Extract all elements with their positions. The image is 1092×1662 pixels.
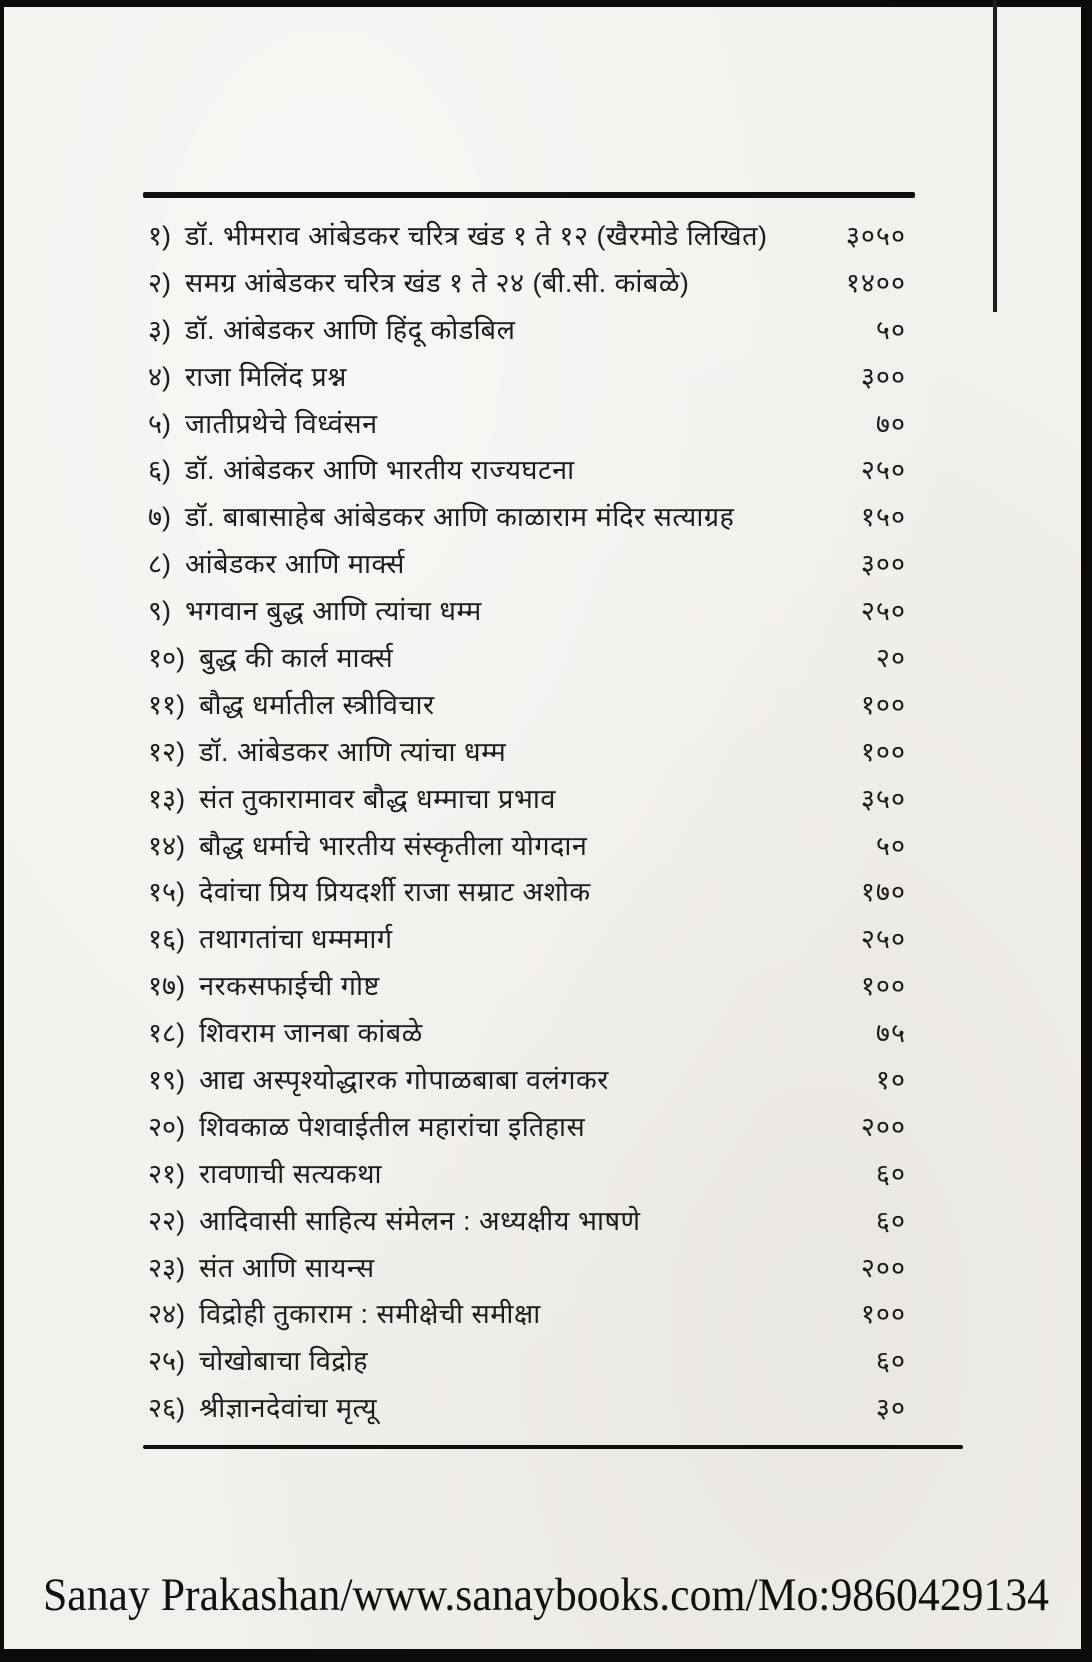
book-price: ३०० [860,361,906,392]
item-number: ८) [148,549,172,580]
book-title: राजा मिलिंद प्रश्न [185,361,347,392]
item-number: १२) [148,736,186,767]
book-title: श्रीज्ञानदेवांचा मृत्यू [199,1393,378,1424]
item-number: २४) [148,1299,186,1330]
book-price: १४०० [845,267,906,298]
book-price: ३०५० [845,220,906,251]
scan-edge-top [0,0,1092,7]
book-title: आंबेडकर आणि मार्क्स [185,549,405,580]
book-price: ६० [875,1158,906,1189]
item-number: ५) [148,408,172,439]
book-list-row [148,1291,906,1338]
book-title: डॉ. भीमराव आंबेडकर चरित्र खंड १ ते १२ (खैरमोडे लिखित) [185,220,768,251]
item-number: १६) [148,924,186,955]
book-price: १० [875,1064,906,1095]
book-price: ३० [875,1393,906,1424]
book-list-row [148,494,906,541]
book-price: १०० [860,971,906,1002]
book-price: ७० [875,408,906,439]
item-number: ६) [148,455,172,486]
book-title: जातीप्रथेचे विध्वंसन [185,408,378,439]
item-number: २२) [148,1205,186,1236]
book-title: तथागतांचा धम्ममार्ग [199,924,393,955]
book-price: २५० [860,455,906,486]
book-price: २५० [860,596,906,627]
item-number: २) [148,267,172,298]
book-list-row [148,869,906,916]
item-number: ११) [148,689,186,720]
book-title: समग्र आंबेडकर चरित्र खंड १ ते २४ (बी.सी. कांबळे) [185,267,690,298]
book-list-row [148,682,906,729]
book-price: ३५० [860,783,906,814]
book-list-row [148,1385,906,1432]
book-list-row [148,213,906,260]
item-number: १८) [148,1018,186,1049]
item-number: १५) [148,877,186,908]
book-list-row [148,401,906,448]
book-list-row [148,916,906,963]
book-list-row [148,776,906,823]
book-title: चोखोबाचा विद्रोह [199,1346,369,1377]
book-title: संत आणि सायन्स [199,1252,375,1283]
book-list-row [148,354,906,401]
item-number: १४) [148,830,186,861]
book-price-list [148,213,906,1432]
book-price: ६० [875,1205,906,1236]
item-number: ९) [148,596,172,627]
book-price: १०० [860,1299,906,1330]
item-number: २३) [148,1252,186,1283]
scan-edge-right [1081,0,1092,1662]
book-list-row [148,541,906,588]
book-title: नरकसफाईची गोष्ट [199,971,380,1002]
book-price: ६० [875,1346,906,1377]
book-price: २०० [860,1111,906,1142]
book-list-row [148,1057,906,1104]
book-list-row [148,588,906,635]
book-price: २० [875,642,906,673]
item-number: २१) [148,1158,186,1189]
book-title: आद्य अस्पृश्योद्धारक गोपाळबाबा वलंगकर [199,1064,609,1095]
book-price: १७० [860,877,906,908]
item-number: १०) [148,642,186,673]
book-price: २०० [860,1252,906,1283]
item-number: ४) [148,361,172,392]
book-list-row [148,1104,906,1151]
book-list-row [148,1151,906,1198]
bottom-horizontal-rule [143,1445,963,1449]
item-number: १७) [148,971,186,1002]
item-number: २६) [148,1393,186,1424]
book-list-row [148,307,906,354]
top-horizontal-rule [143,192,915,198]
book-list-row [148,1338,906,1385]
book-price: ७५ [875,1018,906,1049]
book-title: शिवकाळ पेशवाईतील महारांचा इतिहास [199,1111,586,1142]
book-title: शिवराम जानबा कांबळे [199,1018,423,1049]
book-list-row [148,963,906,1010]
book-title: बुद्ध की कार्ल मार्क्स [199,642,394,673]
book-title: डॉ. आंबेडकर आणि हिंदू कोडबिल [185,314,516,345]
book-list-row [148,729,906,776]
item-number: १९) [148,1064,186,1095]
book-title: देवांचा प्रिय प्रियदर्शी राजा सम्राट अशोक [199,877,591,908]
scan-artifact-line [993,0,997,312]
item-number: १) [148,220,172,251]
book-title: डॉ. आंबेडकर आणि भारतीय राज्यघटना [185,455,575,486]
item-number: २५) [148,1346,186,1377]
item-number: ३) [148,314,172,345]
book-list-row [148,447,906,494]
book-list-row [148,1245,906,1292]
book-title: बौद्ध धर्माचे भारतीय संस्कृतीला योगदान [199,830,588,861]
item-number: २०) [148,1111,186,1142]
book-price: १०० [860,736,906,767]
publisher-imprint: Sanay Prakashan/www.sanaybooks.com/Mo:9860429134 [42,1569,1049,1621]
item-number: १३) [148,783,186,814]
book-title: संत तुकारामावर बौद्ध धम्माचा प्रभाव [199,783,556,814]
book-price: ५० [875,830,906,861]
item-number: ७) [148,502,172,533]
book-price: १५० [860,502,906,533]
book-title: डॉ. बाबासाहेब आंबेडकर आणि काळाराम मंदिर सत्याग्रह [185,502,735,533]
book-list-row [148,1198,906,1245]
book-title: रावणाची सत्यकथा [199,1158,383,1189]
book-title: आदिवासी साहित्य संमेलन : अध्यक्षीय भाषणे [199,1205,641,1236]
book-price: ५० [875,314,906,345]
book-title: भगवान बुद्ध आणि त्यांचा धम्म [185,596,482,627]
book-price: ३०० [860,549,906,580]
book-list-row [148,635,906,682]
book-list-row [148,260,906,307]
book-title: बौद्ध धर्मातील स्त्रीविचार [199,689,435,720]
book-list-row [148,1010,906,1057]
scan-edge-left [0,0,4,1662]
book-title: विद्रोही तुकाराम : समीक्षेची समीक्षा [199,1299,541,1330]
book-price: १०० [860,689,906,720]
book-title: डॉ. आंबेडकर आणि त्यांचा धम्म [199,736,507,767]
scan-edge-bottom [0,1649,1092,1662]
book-list-row [148,823,906,870]
book-price: २५० [860,924,906,955]
